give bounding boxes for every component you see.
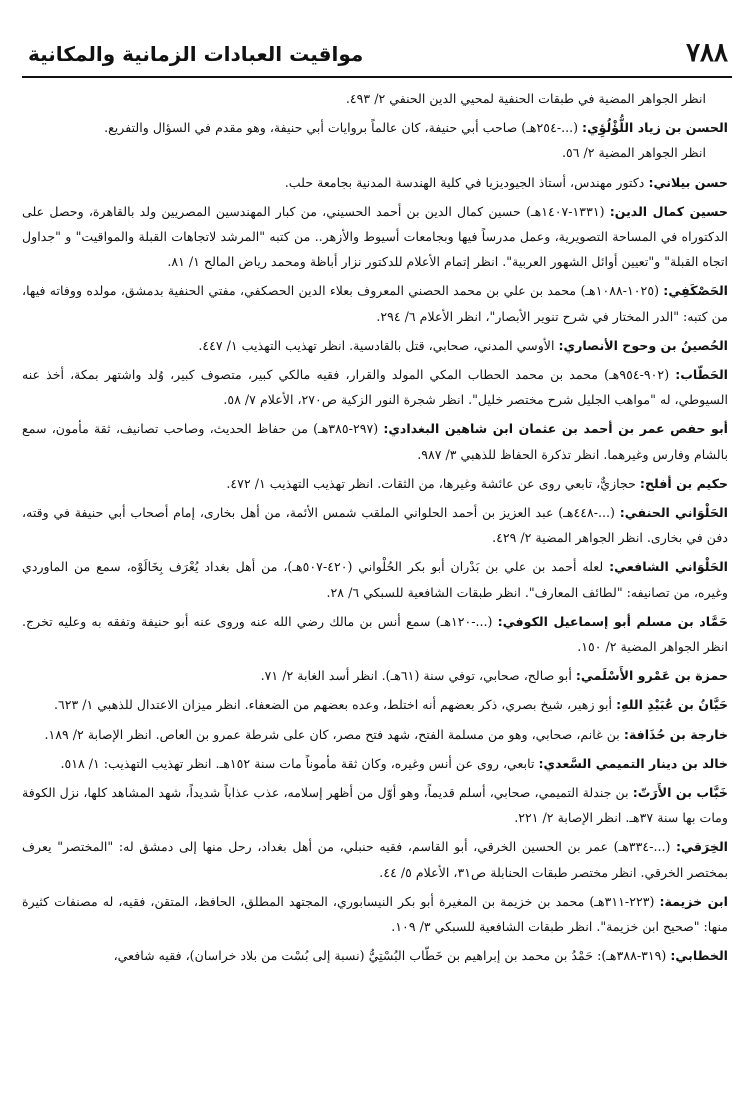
entry-name: الحَلْوَاني الشافعي: [609,559,729,575]
entry-name: الخطابي: [670,948,728,964]
entry-name: حسين كمال الدين: [609,203,728,219]
book-page [22,36,732,973]
entry-name: الحَلْوَاني الحنفي: [619,505,728,521]
entry-khabbab-ibn-al-aratt [22,780,732,830]
entry-name: الحَطّاب: [675,367,728,383]
entry-hulwani-shafii [22,554,732,604]
entry-name: خارجة بن حُذَافة: [623,726,728,742]
entry-text: (...-١٢٠هـ) سمع أنس بن مالك رضي الله عنه وروى عنه أبو حنيفة وتفقه به وعليه تخرج. انظر الجواهر المضية ٢/ ١٥٠. [22,613,728,655]
entry-ibn-khuzayma [22,889,732,939]
entry-name: الخِرَقي: [676,839,728,855]
entry-text: (١٣٣١-١٤٠٧هـ) حسين كمال الدين بن أحمد الحسيني، من كبار المهندسين المصريين ولد بالقاهرة، وحصل على الدكتوراه في المساحة التصويرية، وعمل مدرساً فيها وبجامعات أسيوط والأزهر.. من كتبه "المرشد لاتجاهات القبلة والمواقيت" و "جداول اتجاه القبلة" و"تعيين أوائل الشهور العربية". انظر إتمام الأعلام للدكتور نزار أباظة ومحمد رياض المالح ١/ ٨١. [22,203,728,270]
entry-text: انظر الجواهر المضية في طبقات الحنفية لمحيي الدين الحنفي ٢/ ٤٩٣. [345,91,706,106]
entry-hayyan-ibn-ubaydallah [22,692,732,717]
entry-khalid-ibn-dinar [22,751,732,776]
entry-text: (٢٢٣-٣١١هـ) محمد بن خزيمة بن المغيرة أبو بكر النيسابوري، المجتهد المطلق، الحافظ، المتقن، فقيه، له مصنفات كثيرة منها: "صحيح ابن خزيمة". انظر طبقات الشافعية للسبكي ٣/ ١٠٩. [22,893,728,935]
entry-haskafi [22,278,732,328]
entry-hattab [22,362,732,412]
entry-hasan-ibn-ziyad [22,115,732,165]
entry-text: (...-٤٤٨هـ) عبد العزيز بن أحمد الحلواني الملقب شمس الأئمة، من أهل بخارى، إمام أصحاب أبي حنيفة في وقته، دفن في بخارى. انظر الجواهر المضية ٢/ ٤٢٩. [22,505,728,546]
entry-text: الأوسي المدني، صحابي، قتل بالقادسية. انظر تهذيب التهذيب ١/ ٤٤٧. [198,337,555,353]
entry-name: حمزة بن عَمْرو الأَسْلَمي: [575,668,728,684]
entry-name: ابن خزيمة: [659,893,728,909]
entry-text: (١٠٢٥-١٠٨٨هـ) محمد بن علي بن محمد الحصني المعروف بعلاء الدين الحصكفي، مفتي الحنفية بدمشق، مولده ووفاته فيها، من كتبه: "الدر المختار في شرح تنوير الأبصار"، انظر الأعلام ٦/ ٢٩٤. [22,283,728,324]
entry-text: أبو زهير، شيخ بصري، ذكر بعضهم أنه اختلط، وعده بعضهم من الضعفاء. انظر ميزان الاعتدال للذهبي ١/ ٦٢٣. [53,697,613,713]
entry-text: لعله أحمد بن علي بن بَدْران أبو بكر الحُلْواني (٤٢٠-٥٠٧هـ)، من أهل بغداد يُعْرَف بِخَالَوْه، سمع من الماوردي وغيره، من تصانيفه: "لطائف المعارف". انظر طبقات الشافعية للسبكي ٦/ ٢٨. [22,559,728,600]
entry-name: حَيَّانُ بن عُبَيْدِ اللهِ: [616,697,728,713]
entry-text: تابعي، روى عن أنس وغيره، وكان ثقة مأموناً مات سنة ١٥٢هـ. انظر تهذيب التهذيب: ١/ ٥١٨. [60,755,535,771]
entry-text: دكتور مهندس، أستاذ الجيوديزيا في كلية الهندسة المدنية بجامعة حلب. [284,174,645,190]
entry-name: الحسن بن زياد اللُّؤْلُؤِي: [582,120,728,136]
entry-text: (...-٣٣٤هـ) عمر بن الحسين الخرقي، أبو القاسم، فقيه حنبلي، من أهل بغداد، رحل منها إلى دمشق له: "المختصر" يعرف بمختصر الخرقي. انظر مختصر طبقات الحنابلة ص٣١، الأعلام ٥/ ٤٤. [22,839,728,880]
entry-name: أبو حفص عمر بن أحمد بن عثمان ابن شاهين البغدادي: [383,421,729,437]
biography-entries [22,86,732,969]
entry-hammad-ibn-muslim [22,609,732,659]
entry-name: حسن بيلاني: [648,174,728,190]
entry-text: بن جندلة التميمي، صحابي، أسلم قديماً، وهو أوّل من أظهر إسلامه، عذب عذاباً شديداً، شهد المشاهد كلها، نزل الكوفة ومات بها سنة ٣٧هـ. انظر الإصابة ٢/ ٢٢١. [22,785,728,826]
entry-text: حجازيٌّ، تابعي روى عن عائشة وغيرها، من الثقات. انظر تهذيب التهذيب ١/ ٤٧٢. [226,475,636,491]
entry-hakim-ibn-aflah [22,471,732,496]
entry-name: الحَصْكَفِي: [663,283,728,299]
entry-khattabi [22,943,732,968]
entry-text: (٩٠٢-٩٥٤هـ) محمد بن محمد الحطاب المكي المولد والقرار، فقيه مالكي كبير، متصوف كبير، وُلد واشتهر بمكة، أخذ عنه السيوطي، له "مواهب الجليل شرح مختصر خليل". انظر شجرة النور الزكية ص٢٧٠، الأعلام ٧/ ٥٨. [22,367,728,408]
entry-name: الحُصينُ بن وحوح الأنصاري: [558,337,728,353]
entry-husayn-kamal-al-din [22,199,732,275]
page-header [22,36,732,78]
entry-continuation [22,86,732,111]
entry-name: حكيم بن أفلح: [639,475,728,491]
entry-hulwani-hanafi [22,500,732,550]
entry-ibn-shahin [22,416,732,466]
entry-text: أبو صالح، صحابي، توفي سنة (٦١هـ). انظر أسد الغابة ٢/ ٧١. [260,668,572,684]
entry-name: حَمَّاد بن مسلم أبو إسماعيل الكوفي: [497,613,728,629]
entry-husayn-ibn-wahwah [22,333,732,358]
running-title: مواقيت العبادات الزمانية والمكانية [28,42,364,66]
entry-name: خَبَّاب بن الأَرَتّ: [632,785,728,801]
entry-hamza-ibn-amr [22,663,732,688]
entry-kharija-ibn-hudhafa [22,722,732,747]
entry-text: (٣١٩-٣٨٨هـ): حَمْدُ بن محمد بن إبراهيم بن خَطّاب البُسْتِيُّ (نسبة إلى بُسْت من بلاد خراسان)، فقيه شافعي، [113,948,667,964]
entry-name: خالد بن دينار التميمي السَّعدي: [538,755,728,771]
page-number: ٧٨٨ [686,38,728,68]
entry-text: (...-٢٥٤هـ) صاحب أبي حنيفة، كان عالماً بروايات أبي حنيفة، وهو مقدم في السؤال والتفريع. [104,120,579,136]
entry-text-continued: انظر الجواهر المضية ٢/ ٥٦. [561,145,706,161]
entry-hasan-baylani [22,170,732,195]
entry-text: (٢٩٧-٣٨٥هـ) من حفاظ الحديث، وصاحب تصانيف، ثقة مأمون، سمع بالشام وفارس وغيرهما. انظر تذكرة الحفاظ للذهبي ٣/ ٩٨٧. [22,421,728,462]
entry-khiraqi [22,834,732,884]
entry-text: بن غانم، صحابي، وهو من مسلمة الفتح، شهد فتح مصر، كان على شرطة عمرو بن العاص. انظر الإصابة ٢/ ١٨٩. [44,726,620,742]
